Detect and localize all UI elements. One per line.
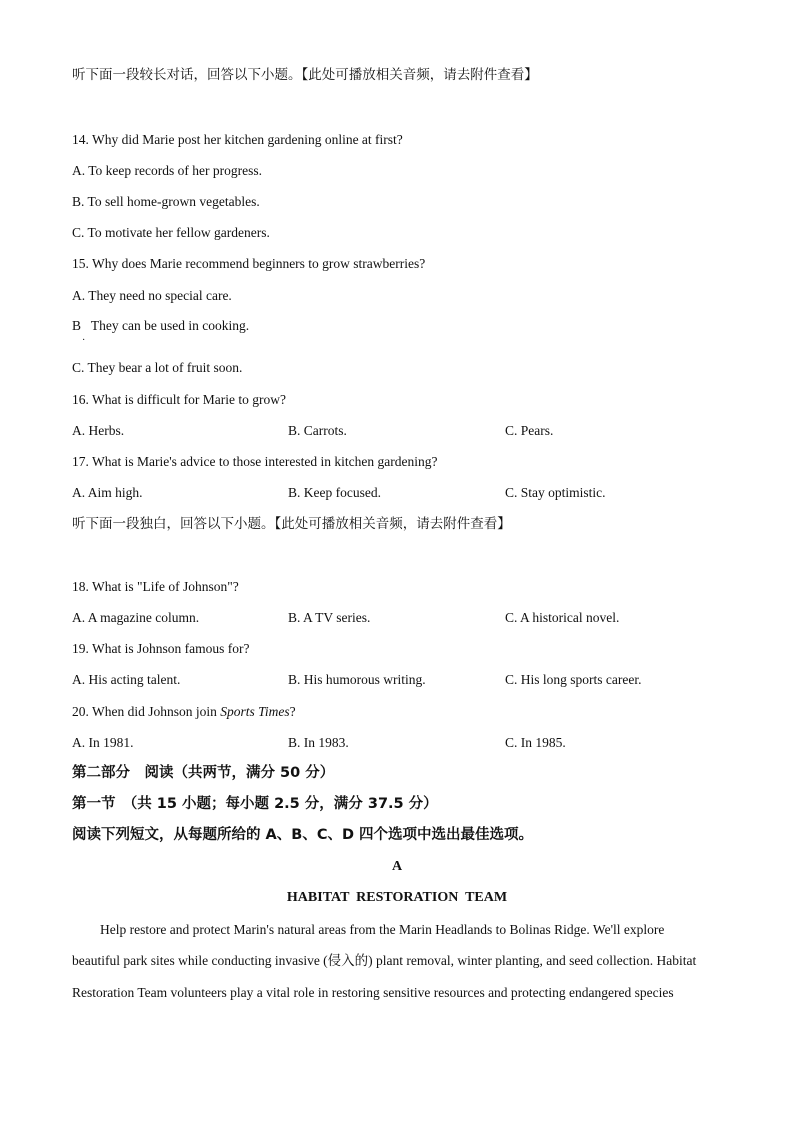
q17-option-c: C. Stay optimistic. (505, 485, 606, 500)
question-15: 15. Why does Marie recommend beginners to grow strawberries? (72, 256, 426, 271)
q19-option-b: B. His humorous writing. (288, 672, 426, 687)
q16-option-b: B. Carrots. (288, 423, 347, 438)
q14-option-b: B. To sell home-grown vegetables. (72, 194, 260, 209)
q18-option-a: A. A magazine column. (72, 610, 200, 625)
section-one-heading: 第一节 （共 15 小题；每小题 2.5 分，满分 37.5 分） (72, 796, 438, 812)
q19-option-a: A. His acting talent. (72, 672, 181, 687)
passage-line-1: Help restore and protect Marin's natural areas from the Marin Headlands to Bolinas Ridge. We'll explore (100, 922, 665, 937)
question-20 (72, 704, 296, 720)
q20-option-c: C. In 1985. (505, 735, 566, 750)
q18-option-b: B. A TV series. (288, 610, 371, 625)
question-18: 18. What is "Life of Johnson"? (72, 579, 239, 594)
question-19: 19. What is Johnson famous for? (72, 641, 250, 656)
stray-dot-mark: · (82, 335, 86, 346)
passage-letter: A (391, 859, 403, 874)
document-page (72, 0, 722, 1123)
q20-option-a: A. In 1981. (72, 735, 134, 750)
question-16: 16. What is difficult for Marie to grow? (72, 392, 286, 407)
q20-option-b: B. In 1983. (288, 735, 349, 750)
q18-option-c: C. A historical novel. (505, 610, 620, 625)
listening-section-heading-monologue: 听下面一段独白，回答以下小题。【此处可播放相关音频，请去附件查看】 (72, 516, 511, 532)
q17-option-b: B. Keep focused. (288, 485, 381, 500)
q15-option-a: A. They need no special care. (72, 288, 232, 303)
passage-title: HABITAT RESTORATION TEAM (286, 890, 508, 905)
q17-option-a: A. Aim high. (72, 485, 143, 500)
q20-text-suffix: ? (289, 704, 296, 719)
q20-text-italic: Sports Times (220, 704, 290, 719)
passage-line-2: beautiful park sites while conducting invasive (侵入的) plant removal, winter planting, and seed collection. Habitat (72, 953, 697, 968)
q14-option-a: A. To keep records of her progress. (72, 163, 262, 178)
q19-option-c: C. His long sports career. (505, 672, 642, 687)
q15-option-c: C. They bear a lot of fruit soon. (72, 360, 243, 375)
listening-section-heading-long: 听下面一段较长对话，回答以下小题。【此处可播放相关音频，请去附件查看】 (72, 67, 538, 83)
reading-instruction: 阅读下列短文，从每题所给的 A、B、C、D 四个选项中选出最佳选项。 (72, 827, 534, 843)
q15-option-b: B They can be used in cooking. (72, 318, 250, 333)
question-14: 14. Why did Marie post her kitchen gardening online at first? (72, 132, 403, 147)
part-two-heading: 第二部分 阅读（共两节，满分 50 分） (72, 765, 335, 781)
q16-option-a: A. Herbs. (72, 423, 125, 438)
q14-option-c: C. To motivate her fellow gardeners. (72, 225, 270, 240)
q20-text-prefix: 20. When did Johnson join (72, 704, 221, 719)
passage-line-3: Restoration Team volunteers play a vital role in restoring sensitive resources and protecting endangered species (72, 985, 674, 1000)
q16-option-c: C. Pears. (505, 423, 554, 438)
question-17: 17. What is Marie's advice to those interested in kitchen gardening? (72, 454, 438, 469)
